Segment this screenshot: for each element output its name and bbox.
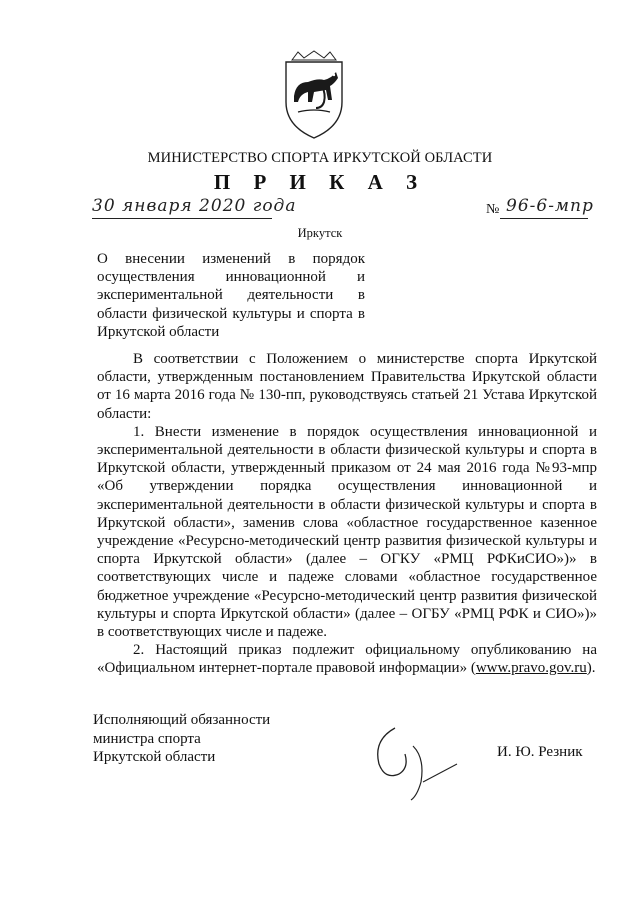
signatory-line-3: Иркутской области	[93, 749, 216, 765]
handwritten-signature	[365, 718, 475, 802]
coat-of-arms-icon	[278, 50, 350, 142]
signatory-name: И. Ю. Резник	[497, 744, 583, 760]
item-1-paragraph: 1. Внести изменение в порядок осуществления инновационной и экспериментальной деятельности в области физической культуры и спорта в Иркутской области, утвержденный приказом от 24 мая 2016 года №93-мпр «Об утверждении порядка осуществления инновационной и экспериментальной деятельности в области физической культуры и спорта в Иркутской области», заменив слова «областное государственное казенное учреждение «Ресурсно-методический центр развития физической культуры и спорта Иркутской области» (далее – ОГКУ «РМЦ РФКиСИО»)» в соответствующих числе и падеже словами «областное государственное бюджетное учреждение «Ресурсно-методический центр развития физической культуры и спорта Иркутской области» (далее – ОГБУ «РМЦ РФК и СИО»)» в соответствующих числе и падеже.	[97, 423, 597, 641]
pravo-link[interactable]: www.pravo.gov.ru	[475, 660, 587, 677]
date-underline	[92, 218, 272, 219]
order-number: 96-6-мпр	[506, 196, 594, 216]
signatory-line-2: министра спорта	[93, 730, 201, 747]
order-date: 30 января 2020 года	[92, 196, 297, 216]
order-body	[97, 350, 597, 678]
signatory-line-1: Исполняющий обязанности	[93, 712, 271, 728]
order-subject: О внесении изменений в порядок осуществления инновационной и экспериментальной деятельности в области физической культуры и спорта в Иркутской области	[97, 251, 365, 340]
number-sign: №	[486, 202, 500, 217]
ministry-name: МИНИСТЕРСТВО СПОРТА ИРКУТСКОЙ ОБЛАСТИ	[147, 150, 493, 166]
item-2-end: ).	[586, 660, 596, 677]
signatory-title	[93, 711, 270, 767]
document-title: П Р И К А З	[213, 170, 427, 194]
city: Иркутск	[297, 226, 343, 240]
number-underline	[500, 218, 588, 219]
preamble-paragraph: В соответствии с Положением о министерстве спорта Иркутской области, утвержденным постановлением Правительства Иркутской области от 16 марта 2016 года № 130-пп, руководствуясь статьей 21 Устава Иркутской области:	[97, 351, 597, 422]
item-2-paragraph	[97, 641, 597, 677]
item-2-text: 2. Настоящий приказ подлежит официальному опубликованию на «Официальном интернет-портале правовой информации» (	[97, 642, 597, 677]
